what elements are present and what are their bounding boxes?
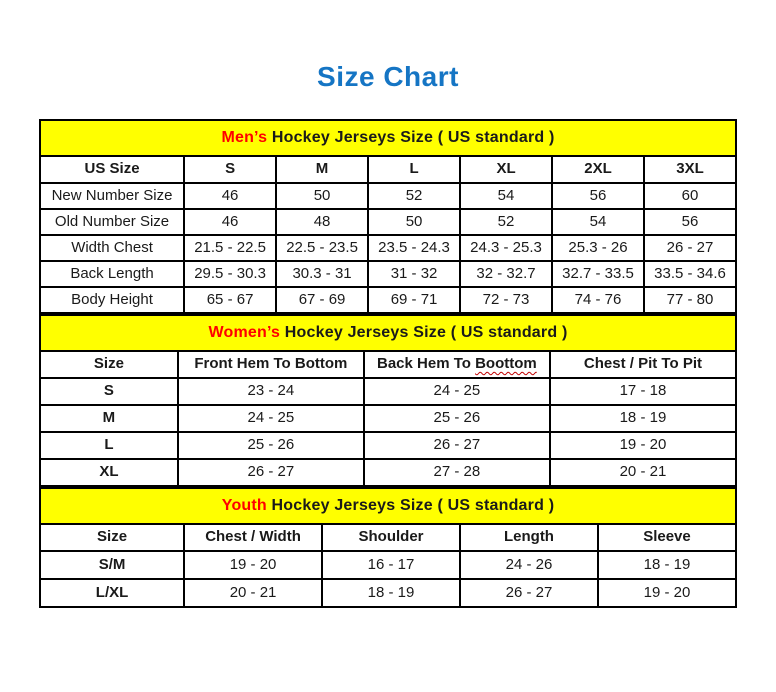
youth-row-0-value-2: 24 - 26 bbox=[460, 551, 598, 579]
mens-row-0-value-4: 56 bbox=[552, 183, 644, 209]
youth-row-1 bbox=[40, 579, 736, 607]
mens-row-2-label: Width Chest bbox=[40, 235, 184, 261]
mens-row-2-value-1: 22.5 - 23.5 bbox=[276, 235, 368, 261]
youth-row-0-value-3: 18 - 19 bbox=[598, 551, 736, 579]
mens-row-3-value-1: 30.3 - 31 bbox=[276, 261, 368, 287]
mens-banner-highlight: Men’s bbox=[221, 129, 268, 146]
mens-row-2-value-0: 21.5 - 22.5 bbox=[184, 235, 276, 261]
womens-row-0-label: S bbox=[40, 378, 178, 405]
mens-row-2-value-5: 26 - 27 bbox=[644, 235, 736, 261]
womens-row-2-value-0: 25 - 26 bbox=[178, 432, 364, 459]
size-tables-container bbox=[39, 119, 737, 608]
mens-column-header-6: 3XL bbox=[644, 156, 736, 183]
mens-row-0-label: New Number Size bbox=[40, 183, 184, 209]
womens-banner-text: Hockey Jerseys Size ( US standard ) bbox=[280, 324, 568, 341]
mens-row-4-value-0: 65 - 67 bbox=[184, 287, 276, 313]
mens-row-1-value-2: 50 bbox=[368, 209, 460, 235]
mens-row-0-value-5: 60 bbox=[644, 183, 736, 209]
womens-row-1-label: M bbox=[40, 405, 178, 432]
womens-row-3-label: XL bbox=[40, 459, 178, 486]
mens-row-4-value-1: 67 - 69 bbox=[276, 287, 368, 313]
womens-row-2-value-1: 26 - 27 bbox=[364, 432, 550, 459]
mens-row-2-value-2: 23.5 - 24.3 bbox=[368, 235, 460, 261]
mens-banner-text: Hockey Jerseys Size ( US standard ) bbox=[267, 129, 555, 146]
mens-row-0-value-1: 50 bbox=[276, 183, 368, 209]
youth-column-header-2: Shoulder bbox=[322, 524, 460, 551]
mens-row-3-value-2: 31 - 32 bbox=[368, 261, 460, 287]
mens-column-header-4: XL bbox=[460, 156, 552, 183]
mens-row-0-value-3: 54 bbox=[460, 183, 552, 209]
mens-column-header-0: US Size bbox=[40, 156, 184, 183]
mens-row-3 bbox=[40, 261, 736, 287]
mens-size-table bbox=[39, 119, 737, 314]
mens-row-1 bbox=[40, 209, 736, 235]
page-title: Size Chart bbox=[317, 61, 459, 92]
mens-row-3-value-5: 33.5 - 34.6 bbox=[644, 261, 736, 287]
mens-row-1-value-4: 54 bbox=[552, 209, 644, 235]
youth-row-1-value-1: 18 - 19 bbox=[322, 579, 460, 607]
womens-row-1-value-2: 18 - 19 bbox=[550, 405, 736, 432]
mens-row-0-value-2: 52 bbox=[368, 183, 460, 209]
womens-row-0 bbox=[40, 378, 736, 405]
mens-banner bbox=[40, 120, 736, 156]
youth-column-header-3: Length bbox=[460, 524, 598, 551]
womens-row-0-value-1: 24 - 25 bbox=[364, 378, 550, 405]
youth-row-0-value-0: 19 - 20 bbox=[184, 551, 322, 579]
youth-column-header-0: Size bbox=[40, 524, 184, 551]
womens-column-header-2-misspelled-word: Boottom bbox=[475, 355, 537, 373]
mens-row-4-value-2: 69 - 71 bbox=[368, 287, 460, 313]
mens-row-4-label: Body Height bbox=[40, 287, 184, 313]
mens-row-4-value-3: 72 - 73 bbox=[460, 287, 552, 313]
womens-row-1 bbox=[40, 405, 736, 432]
mens-row-2-value-4: 25.3 - 26 bbox=[552, 235, 644, 261]
womens-row-3-value-0: 26 - 27 bbox=[178, 459, 364, 486]
womens-banner-highlight: Women’s bbox=[208, 324, 281, 341]
youth-row-0 bbox=[40, 551, 736, 579]
mens-row-1-label: Old Number Size bbox=[40, 209, 184, 235]
womens-row-3-value-1: 27 - 28 bbox=[364, 459, 550, 486]
mens-row-4 bbox=[40, 287, 736, 313]
mens-column-header-3: L bbox=[368, 156, 460, 183]
youth-column-header-4: Sleeve bbox=[598, 524, 736, 551]
womens-row-2-value-2: 19 - 20 bbox=[550, 432, 736, 459]
youth-row-1-label: L/XL bbox=[40, 579, 184, 607]
womens-column-header-3: Chest / Pit To Pit bbox=[550, 351, 736, 378]
mens-row-1-value-3: 52 bbox=[460, 209, 552, 235]
mens-row-3-value-3: 32 - 32.7 bbox=[460, 261, 552, 287]
womens-row-0-value-2: 17 - 18 bbox=[550, 378, 736, 405]
mens-row-1-value-0: 46 bbox=[184, 209, 276, 235]
mens-row-3-value-4: 32.7 - 33.5 bbox=[552, 261, 644, 287]
womens-row-1-value-1: 25 - 26 bbox=[364, 405, 550, 432]
mens-row-0 bbox=[40, 183, 736, 209]
womens-column-header-2 bbox=[364, 351, 550, 378]
youth-banner-text: Hockey Jerseys Size ( US standard ) bbox=[266, 497, 555, 514]
mens-row-4-value-5: 77 - 80 bbox=[644, 287, 736, 313]
youth-column-header-1: Chest / Width bbox=[184, 524, 322, 551]
youth-row-1-value-0: 20 - 21 bbox=[184, 579, 322, 607]
youth-banner bbox=[40, 488, 736, 524]
mens-column-header-5: 2XL bbox=[552, 156, 644, 183]
womens-size-table bbox=[39, 314, 737, 487]
youth-row-0-value-1: 16 - 17 bbox=[322, 551, 460, 579]
womens-row-3-value-2: 20 - 21 bbox=[550, 459, 736, 486]
womens-column-header-2-text: Back Hem To bbox=[377, 355, 476, 373]
youth-row-1-value-3: 19 - 20 bbox=[598, 579, 736, 607]
womens-column-header-0: Size bbox=[40, 351, 178, 378]
youth-size-table bbox=[39, 487, 737, 608]
youth-row-0-label: S/M bbox=[40, 551, 184, 579]
womens-column-header-1: Front Hem To Bottom bbox=[178, 351, 364, 378]
mens-row-0-value-0: 46 bbox=[184, 183, 276, 209]
womens-row-2 bbox=[40, 432, 736, 459]
mens-column-header-1: S bbox=[184, 156, 276, 183]
womens-row-1-value-0: 24 - 25 bbox=[178, 405, 364, 432]
womens-row-3 bbox=[40, 459, 736, 486]
mens-row-3-label: Back Length bbox=[40, 261, 184, 287]
mens-row-2-value-3: 24.3 - 25.3 bbox=[460, 235, 552, 261]
womens-row-2-label: L bbox=[40, 432, 178, 459]
youth-row-1-value-2: 26 - 27 bbox=[460, 579, 598, 607]
mens-column-header-2: M bbox=[276, 156, 368, 183]
mens-row-3-value-0: 29.5 - 30.3 bbox=[184, 261, 276, 287]
youth-banner-highlight: Youth bbox=[221, 497, 267, 514]
womens-banner bbox=[40, 315, 736, 351]
womens-row-0-value-0: 23 - 24 bbox=[178, 378, 364, 405]
mens-row-1-value-1: 48 bbox=[276, 209, 368, 235]
mens-row-2 bbox=[40, 235, 736, 261]
mens-row-4-value-4: 74 - 76 bbox=[552, 287, 644, 313]
mens-row-1-value-5: 56 bbox=[644, 209, 736, 235]
